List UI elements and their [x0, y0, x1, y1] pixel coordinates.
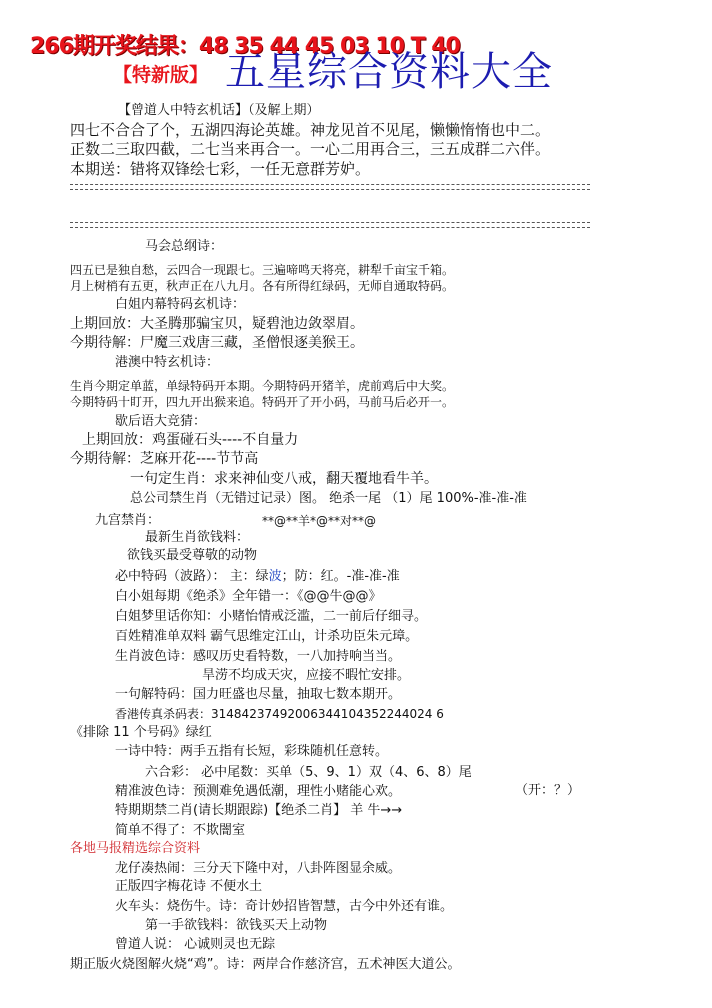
xiehouyu-heading: 歇后语大竞猜： [115, 414, 207, 429]
jiugong-value: **@**羊*@**对**@ [262, 514, 377, 528]
baijie-heading: 白姐内幕特码玄机诗： [115, 297, 246, 312]
jingzhun-bose: 精准波色诗：预测难免遇低潮，理性小赌能心欢。 [115, 784, 402, 799]
qianliao-heading: 最新生肖欲钱料： [145, 530, 250, 545]
draw-result-banner: 266期开奖结果：48 35 44 45 03 10 T 40 [30, 34, 460, 59]
gedi-heading: 各地马报精选综合资料 [70, 841, 201, 856]
zengdao-line-3: 本期送：错将双锋绘七彩，一任无意群芳妒。 [70, 160, 371, 178]
yijujie-tema: 一句解特码：国力旺盛也尽量，抽取七数本期开。 [115, 687, 402, 702]
jiugong-label: 九宫禁肖： [95, 513, 161, 528]
zengdao-heading: 【曾道人中特玄机话】（及解上期） [118, 103, 320, 118]
longzai: 龙仔凑热闹：三分天下隆中对，八卦阵图显余威。 [115, 861, 402, 876]
baijie-prev: 上期回放：大圣腾那骗宝贝，疑碧池边敛翠眉。 [70, 316, 364, 332]
yiju-shengxiao: 一句定生肖：求来神仙变八戒，翻天覆地看牛羊。 [130, 471, 438, 487]
shama-value: 31484237492006344104352244024 6 [211, 707, 444, 721]
gangao-heading: 港澳中特玄机诗： [115, 355, 220, 370]
gangao-line-2: 今期特码十盯开，四九开出猴来追。特码开了开小码，马前马后必开一。 [70, 395, 455, 409]
kai-mark: （开：？） [515, 783, 581, 798]
zhengban-meihua: 正版四字梅花诗 不便水土 [115, 879, 263, 894]
boshi-line-1: 生肖波色诗：感叹历史看特数，一八加持响当当。 [115, 649, 402, 664]
zonggongsi-jin: 总公司禁生肖（无错过记录）图。 绝杀一尾 （1）尾 100%-准-准-准 [130, 491, 527, 506]
divider-2 [70, 222, 590, 228]
bizhong-suffix: ；防：红。-准-准-准 [281, 569, 400, 584]
jiandan: 简单不得了：不欺闇室 [115, 823, 246, 838]
shama-label: 香港传真杀码表： [115, 707, 212, 721]
bizhong-prefix: 必中特码（波路）： 主：绿 [115, 569, 269, 584]
techang-jinxiao: 特期期禁二肖(请长期跟踪)【绝杀二肖】 羊 牛→→ [115, 803, 403, 818]
zengdao-line-1: 四七不合合了个，五湖四海论英雄。神龙见首不见尾，懒懒惰惰也中二。 [70, 121, 551, 139]
gangao-line-1: 生肖今期定单蓝，单绿特码开本期。今期特码开猪羊，虎前鸡后中大奖。 [70, 379, 455, 393]
liuhe-weishu: 六合彩： 必中尾数：买单（5、9、1）双（4、6、8）尾 [145, 765, 472, 780]
diyishou-qianliao: 第一手欲钱料：欲钱买天上动物 [145, 918, 328, 933]
zengdao-line-2: 正数二三取四截，二七当来再合一。一心二用再合三，三五成群二六伴。 [70, 140, 551, 158]
paichu-haoma: 《排除 11 个号码》绿红 [70, 725, 212, 740]
xiehouyu-prev: 上期回放：鸡蛋碰石头----不自量力 [82, 432, 299, 448]
mahui-line-2: 月上树梢有五更，秋声正在八九月。各有所得红绿码，无师自通取特码。 [70, 279, 455, 293]
mahui-line-1: 四五已是独自愁，云四合一现跟七。三遍啼鸣天将亮，耕犁千亩宝千箱。 [70, 263, 455, 277]
edition-tag: 【特新版】 [113, 64, 209, 86]
bizhong-tema [115, 570, 400, 583]
yishi-zhongte: 一诗中特：两手五指有长短，彩珠随机任意转。 [115, 744, 389, 759]
boshi-line-2: 旱涝不均成天灾，应接不暇忙安排。 [202, 668, 411, 683]
zengdao-shuo: 曾道人说： 心诚则灵也无踪 [115, 937, 276, 952]
baixing-danshuang: 百姓精准单双料 霸气思维定江山，计杀功臣朱元璋。 [115, 629, 419, 644]
page-title: 五星综合资料大全 [225, 49, 553, 95]
baijie-curr: 今期待解：尸魔三戏唐三藏，圣僧恨逐美猴王。 [70, 335, 364, 351]
huoshao-tujie: 期正版火烧图解火烧“鸡”。诗：两岸合作慈济宫，五术神医大道公。 [70, 957, 461, 972]
mengyan: 白姐梦里话你知：小赌怡情戒泛滥，二一前后仔细寻。 [115, 609, 428, 624]
shama-biao [115, 708, 444, 720]
divider-1 [70, 184, 590, 190]
xiehouyu-curr: 今期待解：芝麻开花----节节高 [70, 451, 259, 467]
xiaojie-jueshao: 白小姐每期《绝杀》全年错一：《@@牛@@》 [115, 589, 382, 604]
mahui-heading: 马会总纲诗： [145, 239, 224, 254]
huochetou: 火车头：烧伤牛。诗：奇计妙招皆智慧，古今中外还有谁。 [115, 899, 454, 914]
bizhong-bo: 波 [268, 569, 282, 584]
qianliao-text: 欲钱买最受尊敬的动物 [127, 548, 258, 563]
